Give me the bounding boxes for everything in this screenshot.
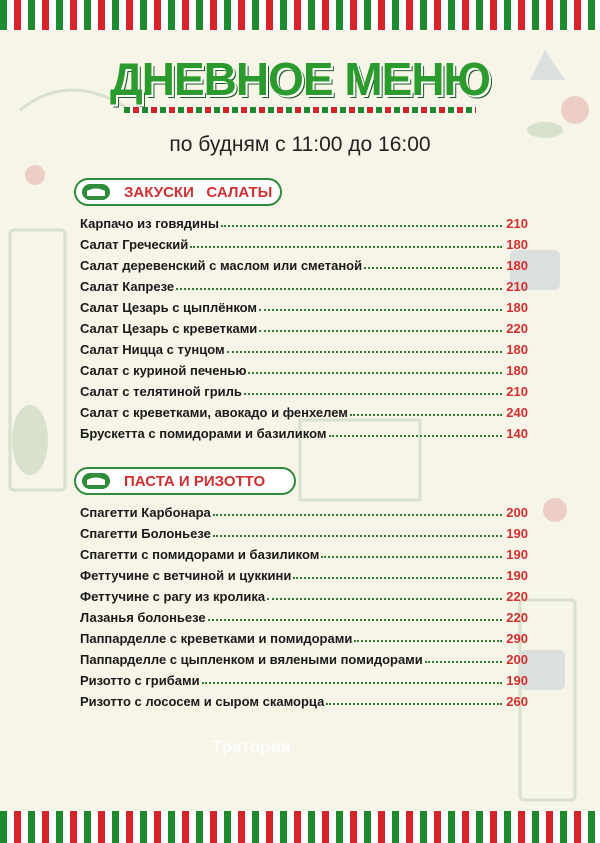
item-price: 210 <box>506 384 528 399</box>
item-price: 190 <box>506 547 528 562</box>
item-price: 190 <box>506 673 528 688</box>
item-price: 180 <box>506 363 528 378</box>
menu-item <box>80 667 528 688</box>
mask-icon <box>543 498 567 522</box>
item-name: Салат деревенский с маслом или сметаной <box>80 258 363 273</box>
menu-item <box>80 583 528 604</box>
menu-item <box>80 520 528 541</box>
menu-item <box>80 378 528 399</box>
item-name: Паппарделле с креветками и помидорами <box>80 631 353 646</box>
item-name: Салат с телятиной гриль <box>80 384 242 399</box>
dot-leader <box>213 535 502 537</box>
item-price: 220 <box>506 589 528 604</box>
dot-leader <box>248 372 502 374</box>
item-name: Ризотто с лососем и сыром скаморца <box>80 694 325 709</box>
item-name: Паппарделле с цыпленком и вялеными помидорами <box>80 652 423 667</box>
menu-list-appetizers <box>80 210 528 441</box>
item-price: 210 <box>506 279 528 294</box>
dot-leader <box>329 435 503 437</box>
dot-leader <box>354 640 502 642</box>
item-name: Карпачо из говядины <box>80 216 219 231</box>
menu-item <box>80 315 528 336</box>
item-price: 290 <box>506 631 528 646</box>
menu-item <box>80 688 528 709</box>
item-price: 180 <box>506 237 528 252</box>
page-title: ДНЕВНОЕ МЕНЮ <box>109 53 490 105</box>
item-name: Салат с креветками, авокадо и фенхелем <box>80 405 348 420</box>
menu-item <box>80 210 528 231</box>
dot-leader <box>267 598 502 600</box>
item-name: Салат Цезарь с цыплёнком <box>80 300 258 315</box>
item-price: 220 <box>506 321 528 336</box>
item-price: 180 <box>506 300 528 315</box>
item-price: 180 <box>506 258 528 273</box>
dot-leader <box>350 414 502 416</box>
dot-leader <box>213 514 502 516</box>
menu-item <box>80 604 528 625</box>
item-price: 260 <box>506 694 528 709</box>
item-name: Брускетта с помидорами и базиликом <box>80 426 327 441</box>
dot-leader <box>244 393 502 395</box>
menu-item <box>80 399 528 420</box>
italy-map-icon <box>12 405 48 475</box>
menu-item <box>80 562 528 583</box>
item-price: 190 <box>506 526 528 541</box>
item-name: Лазанья болоньезе <box>80 610 206 625</box>
item-price: 220 <box>506 610 528 625</box>
menu-item <box>80 499 528 520</box>
menu-item <box>80 336 528 357</box>
pisa-tower-right-icon <box>520 600 575 800</box>
dot-leader <box>190 246 502 248</box>
dot-leader <box>425 661 502 663</box>
item-price: 200 <box>506 505 528 520</box>
dot-leader <box>202 682 502 684</box>
item-name: Салат Капрезе <box>80 279 175 294</box>
apple-icon <box>25 165 45 185</box>
menu-item <box>80 294 528 315</box>
item-name: Феттучине с ветчиной и цуккини <box>80 568 292 583</box>
section-header-appetizers <box>74 178 282 206</box>
hours-subtitle: по будням с 11:00 до 16:00 <box>169 133 431 156</box>
menu-item <box>80 231 528 252</box>
item-name: Спагетти с помидорами и базиликом <box>80 547 320 562</box>
item-name: Салат с куриной печенью <box>80 363 247 378</box>
menu-item <box>80 273 528 294</box>
menu-list-pasta <box>80 499 528 709</box>
menu-item <box>80 357 528 378</box>
item-price: 200 <box>506 652 528 667</box>
dot-leader <box>208 619 502 621</box>
section-title: ЗАКУСКИ САЛАТЫ <box>124 183 273 201</box>
menu-item <box>80 252 528 273</box>
dot-leader <box>321 556 502 558</box>
dot-leader <box>364 267 502 269</box>
item-price: 240 <box>506 405 528 420</box>
item-price: 180 <box>506 342 528 357</box>
dot-leader <box>176 288 502 290</box>
menu-item <box>80 646 528 667</box>
dot-leader <box>221 225 502 227</box>
item-name: Салат Цезарь с креветками <box>80 321 258 336</box>
dot-leader <box>293 577 502 579</box>
title-flag-underline <box>124 107 476 113</box>
item-name: Феттучине с рагу из кролика <box>80 589 266 604</box>
dot-leader <box>326 703 502 705</box>
section-title: ПАСТА И РИЗОТТО <box>124 472 266 490</box>
watermark: Тратория <box>212 737 291 756</box>
menu-item <box>80 625 528 646</box>
colosseum-icon <box>82 473 110 489</box>
item-price: 140 <box>506 426 528 441</box>
item-name: Спагетти Карбонара <box>80 505 211 520</box>
item-name: Салат Ницца с тунцом <box>80 342 225 357</box>
item-name: Салат Греческий <box>80 237 189 252</box>
item-name: Ризотто с грибами <box>80 673 200 688</box>
dot-leader <box>227 351 502 353</box>
bottom-flag-stripes <box>0 811 600 843</box>
section-header-pasta <box>74 467 296 495</box>
item-name: Спагетти Болоньезе <box>80 526 211 541</box>
colosseum-icon <box>82 184 110 200</box>
menu-item <box>80 541 528 562</box>
dot-leader <box>259 330 502 332</box>
item-price: 190 <box>506 568 528 583</box>
dot-leader <box>259 309 502 311</box>
item-price: 210 <box>506 216 528 231</box>
menu-item <box>80 420 528 441</box>
